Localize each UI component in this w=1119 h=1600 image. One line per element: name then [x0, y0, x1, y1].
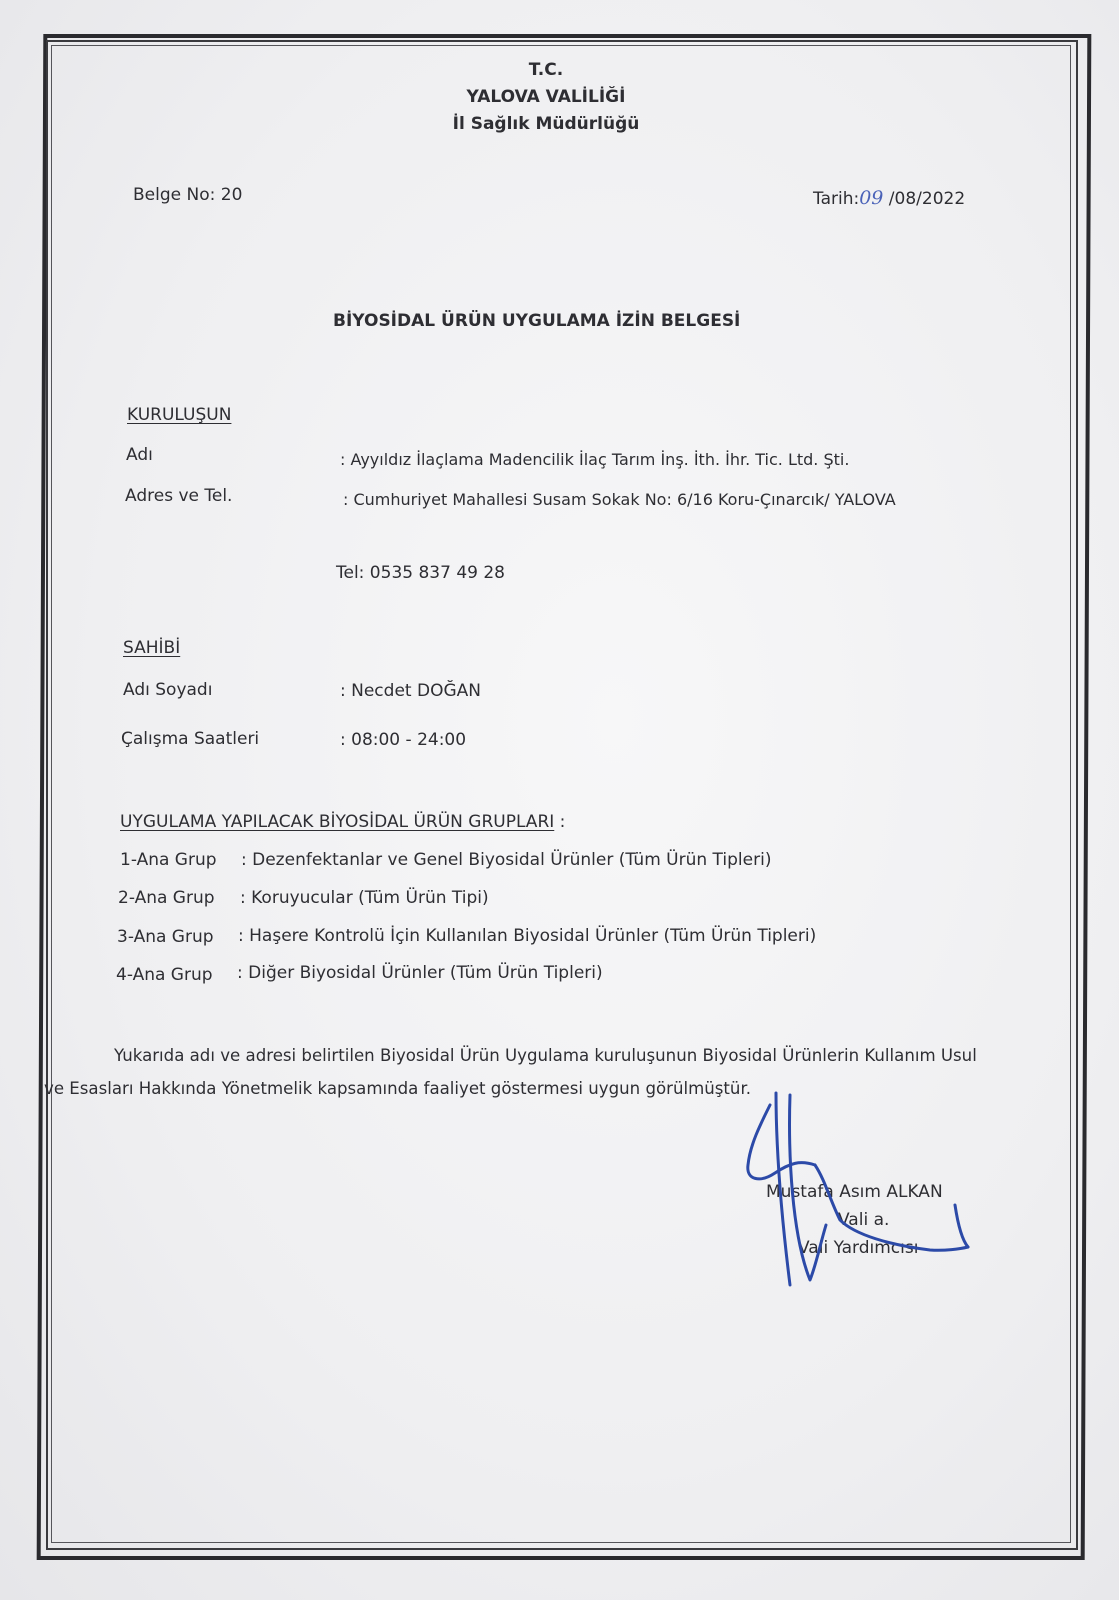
group-3-value: : Haşere Kontrolü İçin Kullanılan Biyosidal Ürünler (Tüm Ürün Tipleri) — [238, 926, 817, 946]
group-1-label: 1-Ana Grup — [120, 850, 217, 870]
statement-line-2: ve Esasları Hakkında Yönetmelik kapsamında faaliyet göstermesi uygun görülmüştür. — [44, 1079, 752, 1098]
document-title: BİYOSİDAL ÜRÜN UYGULAMA İZİN BELGESİ — [333, 311, 741, 331]
signatory-title-1: Vali a. — [838, 1210, 890, 1230]
group-3-label: 3-Ana Grup — [117, 927, 214, 947]
date-month-year: /08/2022 — [883, 189, 966, 209]
statement-line-1: Yukarıda adı ve adresi belirtilen Biyosidal Ürün Uygulama kuruluşunun Biyosidal Ürünlerin Kullanım Usul — [114, 1046, 977, 1065]
signatory-name: Mustafa Asım ALKAN — [766, 1182, 943, 1202]
group-2-value: : Koruyucular (Tüm Ürün Tipi) — [240, 888, 489, 908]
document-date — [813, 187, 965, 209]
document-number: Belge No: 20 — [133, 185, 243, 205]
owner-name-value: : Necdet DOĞAN — [340, 681, 481, 701]
institution-phone: Tel: 0535 837 49 28 — [336, 563, 505, 583]
owner-name-label: Adı Soyadı — [123, 680, 213, 700]
group-4-label: 4-Ana Grup — [116, 965, 213, 985]
working-hours-label: Çalışma Saatleri — [121, 729, 260, 749]
group-4-value: : Diğer Biyosidal Ürünler (Tüm Ürün Tipleri) — [237, 963, 603, 983]
product-groups-heading-text: UYGULAMA YAPILACAK BİYOSİDAL ÜRÜN GRUPLARI — [120, 812, 555, 832]
header-directorate: İl Sağlık Müdürlüğü — [452, 114, 640, 134]
border-inner — [51, 45, 1071, 1543]
institution-address-label: Adres ve Tel. — [125, 486, 233, 506]
handwritten-signature — [730, 1085, 990, 1315]
signatory-title-2: Vali Yardımcısı — [798, 1238, 919, 1258]
date-day-handwritten: 09 — [859, 187, 884, 209]
header-tc: T.C. — [528, 60, 564, 80]
group-1-value: : Dezenfektanlar ve Genel Biyosidal Ürünler (Tüm Ürün Tipleri) — [241, 850, 772, 870]
institution-name-value: : Ayyıldız İlaçlama Madencilik İlaç Tarım İnş. İth. İhr. Tic. Ltd. Şti. — [340, 450, 850, 469]
institution-name-label: Adı — [126, 445, 153, 465]
product-groups-heading-colon: : — [554, 812, 566, 832]
institution-address-value: : Cumhuriyet Mahallesi Susam Sokak No: 6/16 Koru-Çınarcık/ YALOVA — [343, 490, 896, 509]
group-2-label: 2-Ana Grup — [118, 888, 215, 908]
header-governorship: YALOVA VALİLİĞİ — [466, 87, 626, 107]
working-hours-value: : 08:00 - 24:00 — [340, 730, 467, 750]
date-label: Tarih: — [813, 189, 860, 209]
section-heading-product-groups — [120, 812, 565, 832]
section-heading-institution: KURULUŞUN — [127, 405, 232, 425]
section-heading-owner: SAHİBİ — [123, 638, 181, 658]
